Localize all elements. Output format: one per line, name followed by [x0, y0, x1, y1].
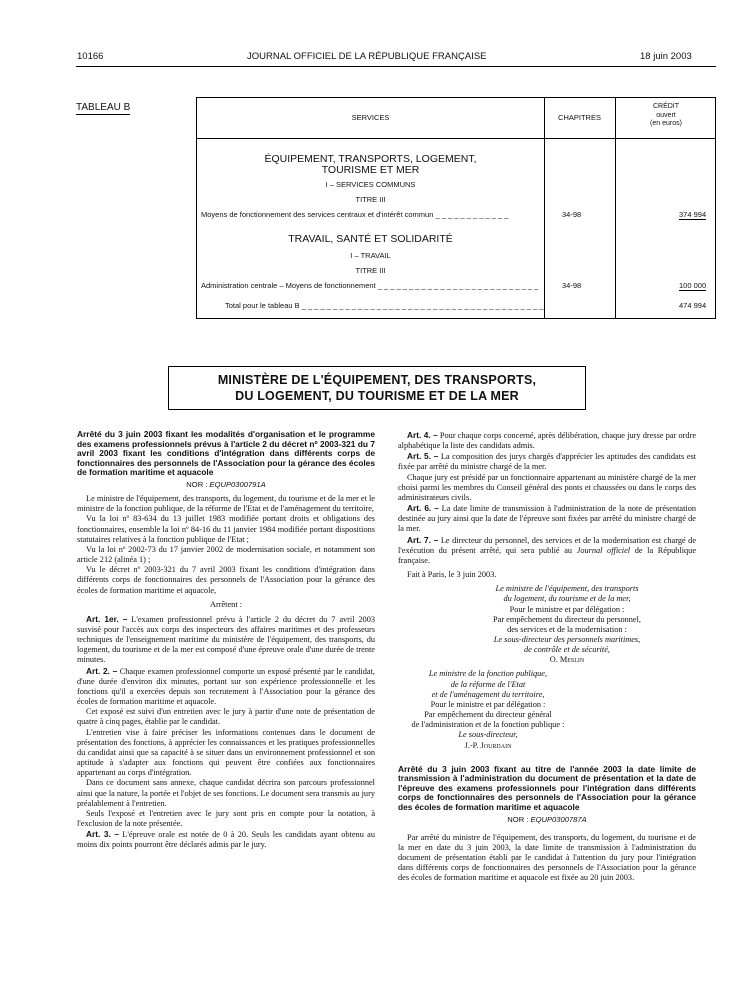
section-titre: TITRE III: [355, 266, 386, 275]
paragraph: Chaque jury est présidé par un fonctionnaire appartenant au ministère chargé de la mer choisi parmi les membres du Conseil général des ponts et chaussées ou dans le corps des administrateurs civils.: [398, 472, 696, 502]
signature-block-2: Le ministre de la fonction publique, de la réforme de l'Etat et de l'aménagement du territoire, Pour le ministre et par délégation : Par empêchement du directeur général de l'administration et de la fonction publique : Le sous-directeur, J.-P. Jourdain: [411, 669, 565, 750]
section-titre: TITRE III: [355, 195, 386, 204]
article-2: Art. 2. – Chaque examen professionnel comporte un exposé présenté par le candidat, d'une durée d'environ dix minutes, portant sur son expérience professionnelle et les fonctions qu'il a exercées depuis son recrutement à l'Association pour la gérance des écoles de formation maritime et aquacole.: [77, 665, 375, 707]
budget-table: [196, 97, 716, 319]
budget-line-chapitre: 34-98: [562, 281, 582, 290]
section-subtitle: I – TRAVAIL: [350, 251, 391, 260]
journal-title: JOURNAL OFFICIEL DE LA RÉPUBLIQUE FRANÇAISE: [247, 51, 487, 62]
col-header-services: SERVICES: [351, 113, 390, 122]
nor-reference: NOR : EQUP0300791A: [186, 479, 266, 489]
decree-title-2: Arrêté du 3 juin 2003 fixant au titre de l'année 2003 la date limite de transmission à l'administration du document de présentation et la date de l'épreuve des examens professionnels pour l'intégration dans différents corps de fonctionnaires des personnels de l'Association pour la gérance des écoles de formation maritime et aquacole: [398, 763, 696, 813]
article-5: Art. 5. – La composition des jurys chargés d'apprécier les aptitudes des candidats est fixée par arrêté du ministre chargé de la mer.: [398, 451, 697, 472]
nor-reference-2: NOR : EQUP0300787A: [507, 814, 587, 824]
budget-line-label: Administration centrale – Moyens de fonctionnement _ _ _ _ _ _ _ _ _ _ _ _ _ _ _ _ _ _ _ _ _ _ _ _ _ _: [201, 281, 539, 290]
arretent: Arrêtent :: [209, 599, 243, 609]
header-rule: [76, 66, 716, 67]
paragraph: Vu la loi nº 2002-73 du 17 janvier 2002 de modernisation sociale, et notamment son article 212 (alinéa 1) ;: [77, 544, 375, 565]
article-3: Art. 3. – L'épreuve orale est notée de 0 à 20. Seuls les candidats ayant obtenu au moins dix points pourront être déclarés admis par le jury.: [77, 829, 375, 850]
article-1: Art. 1er. – L'examen professionnel prévu à l'article 2 du décret du 7 avril 2003 susvisé pour l'accès aux corps des inspecteurs des affaires maritimes et des professeurs techniques de l'enseignement maritime du ministère de l'équipement, des transports, du logement, du tourisme et de la mer est composé d'une épreuve orale d'une durée de trente minutes.: [77, 613, 375, 665]
section-subtitle: I – SERVICES COMMUNS: [325, 180, 416, 189]
page-header: [0, 51, 748, 65]
table-label: TABLEAU B: [76, 102, 131, 113]
signature-date: Fait à Paris, le 3 juin 2003.: [407, 570, 497, 580]
paragraph: Vu la loi nº 83-634 du 13 juillet 1983 modifiée portant droits et obligations des fonctionnaires, ensemble la loi nº 84-16 du 11 janvier 1984 modifiée portant dispositions statutaires relatives à la fonction publique de l'Etat ;: [77, 514, 375, 544]
col-header-credit: CRÉDIT ouvert (en euros): [650, 103, 682, 127]
article-7: Art. 7. – Le directeur du personnel, des services et de la modernisation est chargé de l'exécution du présent arrêté, qui sera publié au Journal officiel de la République française.: [398, 534, 697, 565]
right-column: [398, 430, 696, 884]
col-header-chapitres: CHAPITRES: [558, 113, 601, 122]
paragraph: Vu le décret nº 2003-321 du 7 avril 2003 fixant les conditions d'intégration dans différents corps de fonctionnaires des personnels de l'Association pour la gérance des écoles de formation maritime et aquacole,: [77, 565, 375, 595]
paragraph: Seuls l'exposé et l'entretien avec le jury sont pris en compte pour la notation, à l'exclusion de la note présentée.: [77, 808, 375, 828]
article-4: Art. 4. – Pour chaque corps concerné, après délibération, chaque jury dresse par ordre alphabétique la liste des candidats admis.: [398, 430, 697, 451]
issue-date: 18 juin 2003: [640, 51, 692, 62]
signature-block-1: Le ministre de l'équipement, des transports du logement, du tourisme et de la mer, Pour le ministre et par délégation : Par empêchement du directeur du personnel, des services et de la modernisation : Le sous-directeur des personnels maritimes, de contrôle et de sécurité, O. Meslin: [493, 584, 641, 665]
paragraph: Dans ce document sans annexe, chaque candidat décrira son parcours professionnel ainsi que la nature, la portée et l'objet de ses fonctions. Le document sera transmis au jury préalablement à l'entretien.: [77, 778, 375, 808]
paragraph: L'entretien vise à faire préciser les informations contenues dans le document de présentation des fonctions, à apprécier les connaissances et les pratiques professionnelles du candidat ainsi que sa capacité à se situer dans un environnement professionnel et son aptitude à s'adapter aux fonctions qui peuvent être confiées aux fonctionnaires appartenant au corps d'intégration.: [77, 727, 375, 778]
paragraph: Par arrêté du ministre de l'équipement, des transports, du logement, du tourisme et de la mer en date du 3 juin 2003, la date limite de transmission à l'administration du document de présentation établi par le candidat à l'attention du jury pour l'intégration dans différents corps de fonctionnaires des personnels de l'Association pour la gérance des écoles de formation maritime et aquacole est fixée au 20 juin 2003.: [398, 832, 696, 883]
budget-line-credit: 374 994: [679, 210, 707, 219]
section-title-equipement: ÉQUIPEMENT, TRANSPORTS, LOGEMENT, TOURISME ET MER: [264, 153, 477, 176]
ministry-heading: MINISTÈRE DE L'ÉQUIPEMENT, DES TRANSPORTS, DU LOGEMENT, DU TOURISME ET DE LA MER: [168, 366, 586, 410]
section-title-travail: TRAVAIL, SANTÉ ET SOLIDARITÉ: [288, 233, 453, 245]
paragraph: Cet exposé est suivi d'un entretien avec le jury à partir d'une note de présentation de quatre à cinq pages, établie par le candidat.: [77, 707, 375, 727]
total-label: Total pour le tableau B _ _ _ _ _ _ _ _ _ _ _ _ _ _ _ _ _ _ _ _ _ _ _ _ _ _ _ _ _ _ _ _ _ _ _ _ _ _ _: [225, 301, 544, 310]
decree-title: Arrêté du 3 juin 2003 fixant les modalités d'organisation et le programme des examens professionnels prévus à l'article 2 du décret nº 2003-321 du 7 avril 2003 fixant les conditions d'intégration dans différents corps de fonctionnaires des personnels de l'Association pour la gérance des écoles de formation maritime et aquacole: [77, 429, 375, 478]
budget-line-chapitre: 34-98: [562, 210, 582, 219]
left-column: [77, 430, 375, 850]
page-number: 10166: [77, 51, 104, 62]
budget-line-label: Moyens de fonctionnement des services centraux et d'intérêt commun _ _ _ _ _ _ _ _ _ _ _ _: [201, 210, 509, 219]
paragraph: Le ministre de l'équipement, des transports, du logement, du tourisme et de la mer et le ministre de la fonction publique, de la réforme de l'Etat et de l'aménagement du territoire,: [77, 494, 375, 514]
budget-line-credit: 100 000: [679, 281, 707, 290]
article-6: Art. 6. – La date limite de transmission à l'administration de la note de présentation destinée au jury ainsi que la date de l'épreuve sont fixées par arrêté du ministre chargé de la mer.: [398, 503, 696, 534]
total-value: 474 994: [679, 301, 707, 310]
